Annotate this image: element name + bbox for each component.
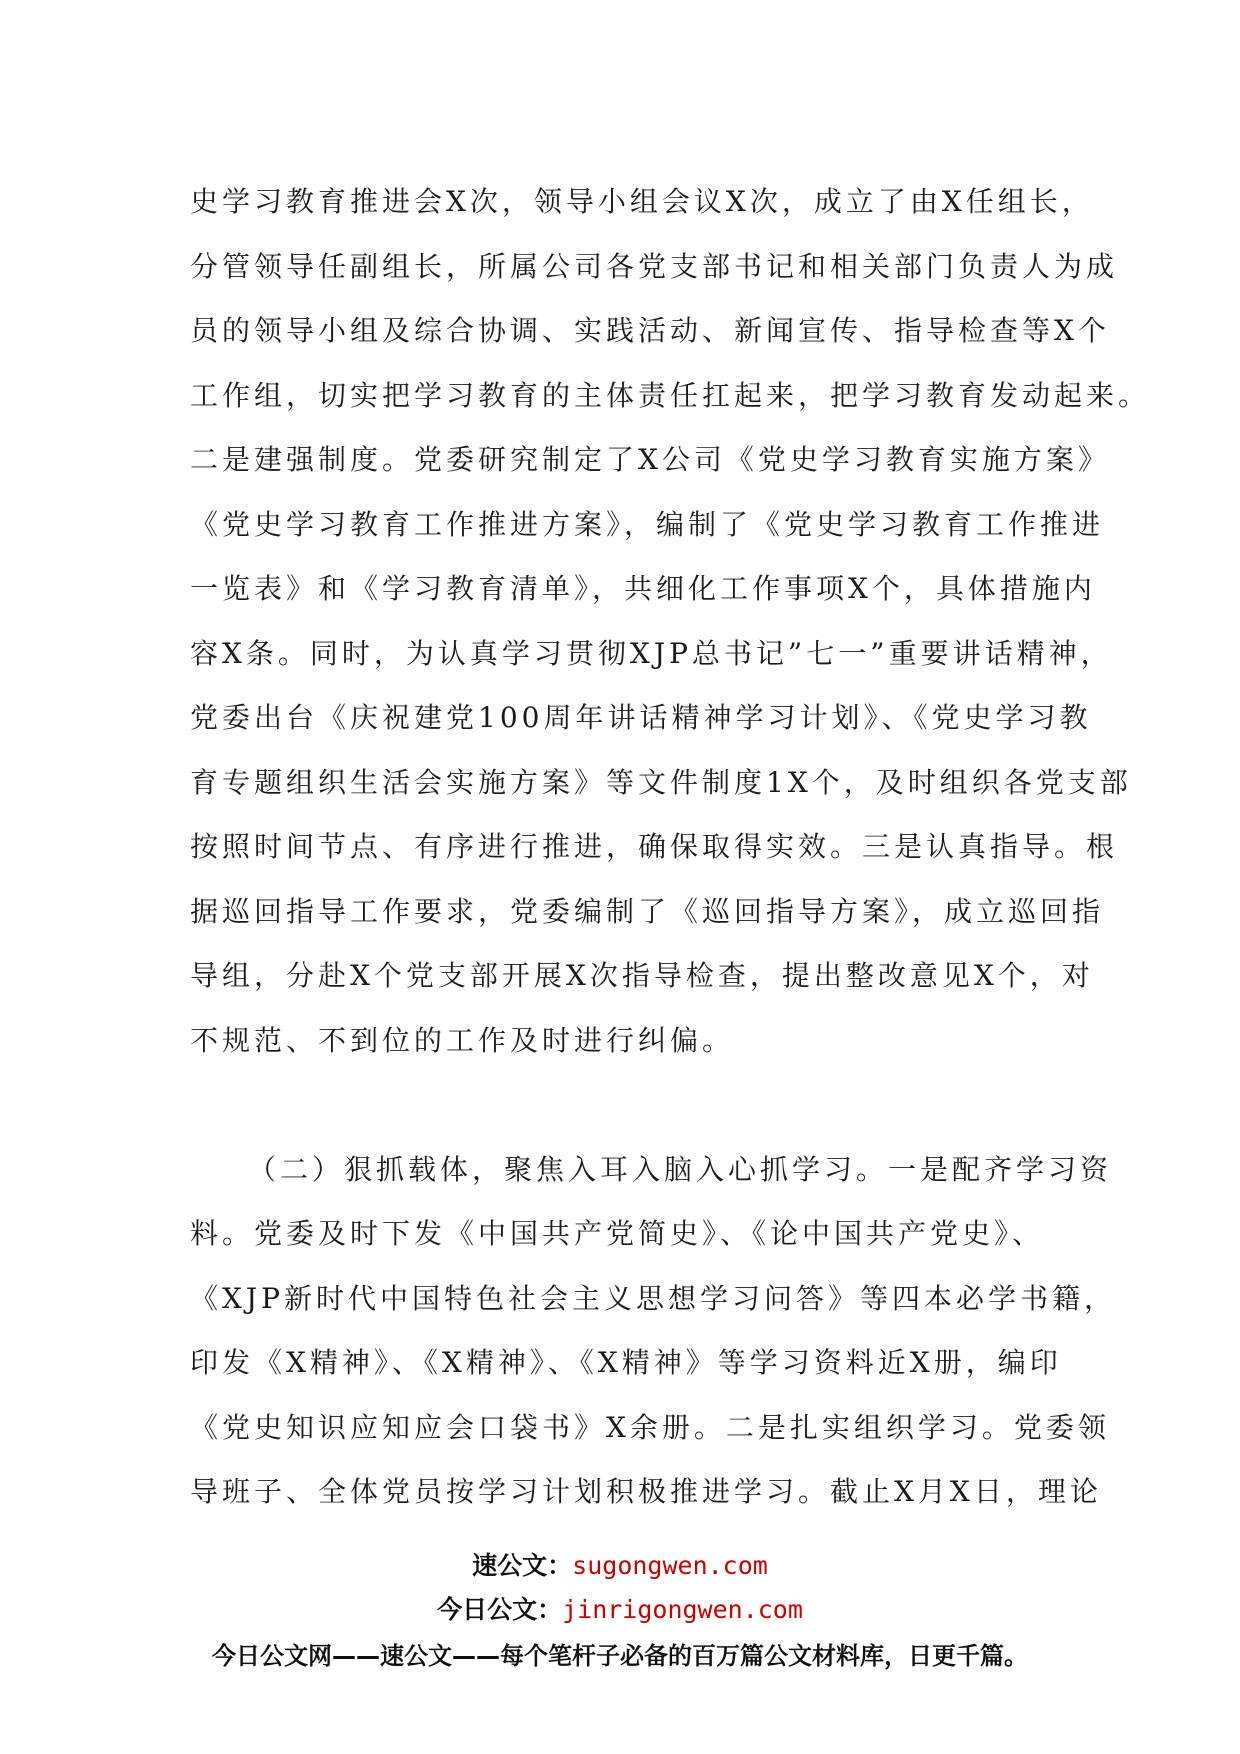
text-line: 《XJP新时代中国特色社会主义思想学习问答》等四本必学书籍， (190, 1281, 1117, 1315)
text-line: 工作组，切实把学习教育的主体责任扛起来，把学习教育发动起来。 (190, 378, 1151, 412)
document-body (190, 170, 1151, 1525)
footer-tagline (0, 1636, 1240, 1671)
tagline-text: 今日公文网——速公文——每个笔杆子必备的百万篇公文材料库，日更千篇。 (212, 1642, 1028, 1670)
footer-label: 今日公文： (437, 1595, 563, 1624)
text-line: 导组，分赴X个党支部开展X次指导检查，提出整改意见X个，对 (190, 959, 1094, 992)
text-line: 按照时间节点、有序进行推进，确保取得实效。三是认真指导。根 (190, 830, 1119, 863)
footer-line-jinrigongwen (0, 1590, 1240, 1626)
text-line: 印发《X精神》、《X精神》、《X精神》等学习资料近X册，编印 (190, 1346, 1062, 1379)
section-heading-line: （二）狠抓载体，聚焦入耳入脑入心抓学习。一是配齐学习资 (248, 1152, 1113, 1186)
footer-label: 速公文： (472, 1551, 573, 1580)
text-line: 员的领导小组及综合协调、实践活动、新闻宣传、指导检查等X个 (190, 314, 1110, 347)
text-line: 一览表》和《学习教育清单》，共细化工作事项X个，具体措施内 (190, 572, 1096, 605)
text-line: 史学习教育推进会X次，领导小组会议X次，成立了由X任组长， (190, 185, 1094, 218)
sugongwen-link[interactable]: sugongwen.com (572, 1551, 768, 1580)
text-line: 党委出台《庆祝建党100周年讲话精神学习计划》、《党史学习教 (190, 701, 1092, 734)
text-line: 料。党委及时下发《中国共产党简史》、《论中国共产党史》、 (190, 1217, 1045, 1250)
text-line: 不规范、不到位的工作及时进行纠偏。 (190, 1023, 735, 1057)
text-line: 二是建强制度。党委研究制定了X公司《党史学习教育实施方案》 (190, 443, 1110, 476)
paragraph-gap (190, 1073, 1060, 1138)
text-line: 据巡回指导工作要求，党委编制了《巡回指导方案》，成立巡回指 (190, 894, 1105, 928)
text-line: 分管领导任副组长，所属公司各党支部书记和相关部门负责人为成 (190, 249, 1119, 283)
text-line: 《党史知识应知应会口袋书》X余册。二是扎实组织学习。党委领 (190, 1410, 1110, 1444)
jinrigongwen-link[interactable]: jinrigongwen.com (562, 1595, 803, 1624)
text-line: 育专题组织生活会实施方案》等文件制度1X个，及时组织各党支部 (190, 765, 1132, 799)
footer-line-sugongwen (0, 1546, 1240, 1582)
text-line: 导班子、全体党员按学习计划积极推进学习。截止X月X日，理论 (190, 1475, 1102, 1508)
text-line: 《党史学习教育工作推进方案》，编制了《党史学习教育工作推进 (190, 507, 1105, 541)
text-line: 容X条。同时，为认真学习贯彻XJP总书记”七一”重要讲话精神， (190, 636, 1113, 670)
